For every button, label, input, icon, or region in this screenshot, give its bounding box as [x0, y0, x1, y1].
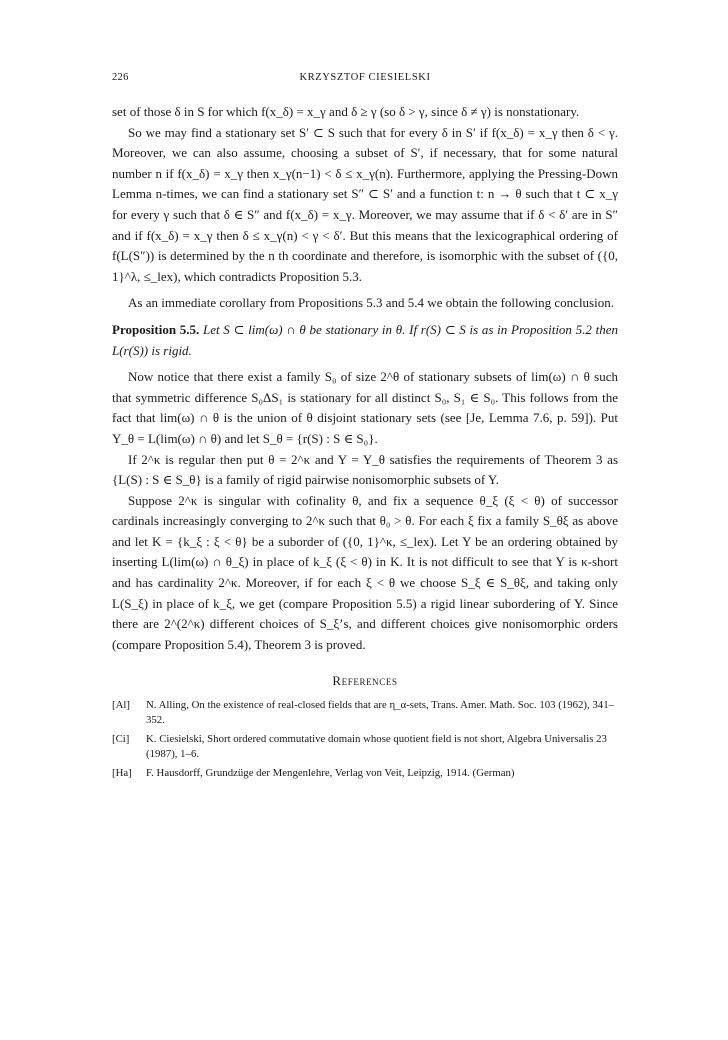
reference-key: [Al]	[112, 699, 130, 712]
proposition-5-5	[112, 320, 618, 361]
running-title: KRZYSZTOF CIESIELSKI	[299, 72, 431, 83]
reference-text: N. Alling, On the existence of real-closed fields that are η_α-sets, Trans. Amer. Math. Soc. 103 (1962), 341–352.	[146, 699, 614, 727]
reference-text: K. Ciesielski, Short ordered commutative domain whose quotient field is not short, Algebra Universalis 23 (1987), 1–6.	[146, 733, 607, 761]
reference-item	[112, 698, 618, 728]
paragraph-singular: Suppose 2^κ is singular with cofinality θ, and fix a sequence θ_ξ (ξ < θ) of successor cardinals increasingly converging to 2^κ such that θ₀ > θ. For each ξ fix a family S_θξ as above and let K = {k_ξ : ξ < θ} be a suborder of ({0, 1}^κ, ≤_lex). Let Y be an ordering obtained by inserting L(lim(ω) ∩ θ_ξ) in place of k_ξ (ξ < θ) in K. It is not difficult to see that Y is κ-short and has cardinality 2^κ. Moreover, if for each ξ < θ we choose S_ξ ∈ S_θξ, and taking only L(S_ξ) in place of k_ξ, we get (compare Proposition 5.5) a rigid linear subordering of Y. Since there are 2^(2^κ) different choices of S_ξ’s, and different choices give nonisomorphic orders (compare Proposition 5.4), Theorem 3 is proved.	[112, 492, 618, 652]
paragraph-continued: set of those δ in S for which f(x_δ) = x_γ and δ ≥ γ (so δ > γ, since δ ≠ γ) is nonstationary.	[112, 104, 580, 119]
reference-item	[112, 766, 618, 781]
proposition-label: Proposition 5.5.	[112, 321, 200, 337]
reference-key: [Ha]	[112, 767, 132, 780]
paragraph-regular: If 2^κ is regular then put θ = 2^κ and Y = Y_θ satisfies the requirements of Theorem 3 as {L(S) : S ∈ S_θ} is a family of rigid pairwise nonisomorphic subsets of Y.	[112, 451, 618, 488]
reference-text: F. Hausdorff, Grundzüge der Mengenlehre, Verlag von Veit, Leipzig, 1914. (German)	[146, 767, 515, 780]
proposition-statement: Let S ⊂ lim(ω) ∩ θ be stationary in θ. If r(S) ⊂ S is as in Proposition 5.2 then L(r(S)) is rigid.	[112, 321, 618, 358]
reference-key: [Ci]	[112, 733, 130, 746]
paragraph-family: Now notice that there exist a family S₀ of size 2^θ of stationary subsets of lim(ω) ∩ θ such that symmetric difference S₀ΔS₁ is stationary for all distinct S₀, S₁ ∈ S₀. This follows from the fact that lim(ω) ∩ θ is the union of θ disjoint stationary sets (see [Je, Lemma 7.6, p. 59]). Put Y_θ = L(lim(ω) ∩ θ) and let S_θ = {r(S) : S ∈ S₀}.	[112, 369, 618, 446]
paragraph-corollary: As an immediate corollary from Propositions 5.3 and 5.4 we obtain the following conclusion.	[128, 295, 614, 311]
reference-list	[112, 698, 618, 781]
page-number: 226	[112, 72, 129, 83]
reference-item	[112, 732, 618, 762]
references-heading: References	[332, 673, 398, 689]
paragraph-stationary-set: So we may find a stationary set S′ ⊂ S such that for every δ in S′ if f(x_δ) = x_γ then δ < γ. Moreover, we can also assume, choosing a subset of S′, if necessary, that for some natural number n if f(x_δ) = x_γ then x_γ(n−1) < δ ≤ x_γ(n). Furthermore, applying the Pressing-Down Lemma n-times, we can find a stationary set S″ ⊂ S′ and a function t: n → θ such that t ⊂ x_γ for every γ such that δ ∈ S″ and f(x_δ) = x_γ. Moreover, we may assume that if δ < δ′ are in S″ and if f(x_δ) = x_γ then δ ≤ x_γ(n) < γ < δ′. But this means that the lexicographical ordering of f(L(S″)) is determined by the n th coordinate and therefore, is isomorphic with the subset of ({0, 1}^λ, ≤_lex), which contradicts Proposition 5.3.	[112, 124, 618, 284]
page-body	[112, 102, 618, 785]
